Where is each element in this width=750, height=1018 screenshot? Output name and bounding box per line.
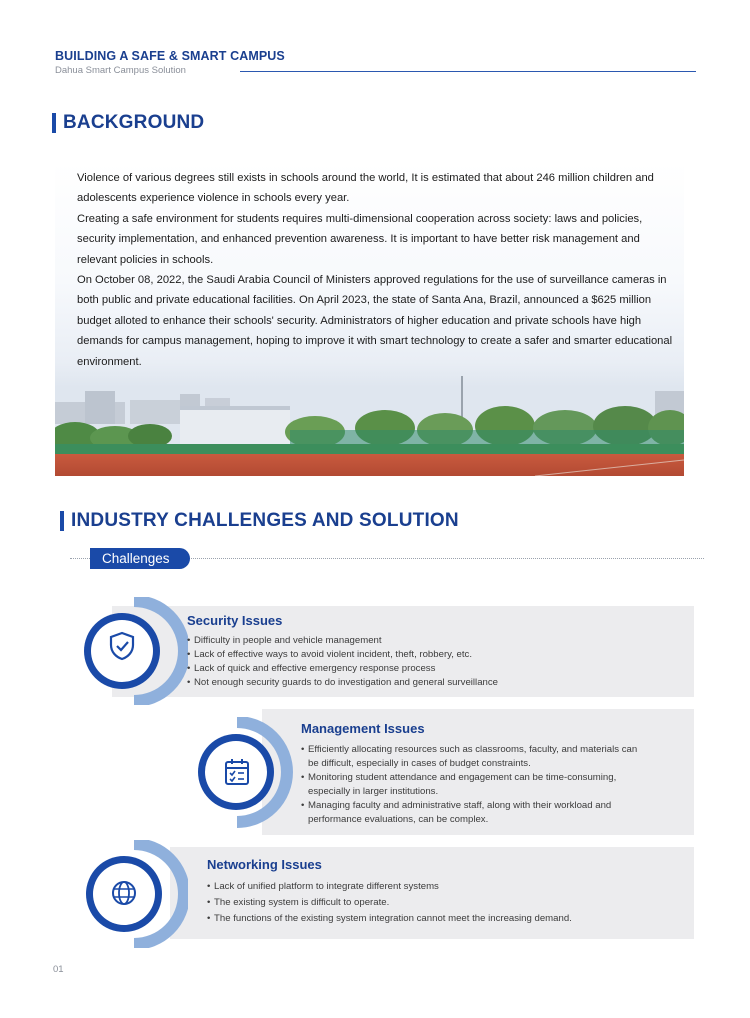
background-paragraph: Creating a safe environment for students requires multi-dimensional cooperation across society: laws and policies, security implementation, and enhanced prevention awareness. It is important to have better risk management and relevant policies in schools.: [77, 212, 643, 266]
list-item: • Managing faculty and administrative staff, along with their workload and performance evaluations, can be complex.: [301, 799, 641, 827]
list-item: • Lack of quick and effective emergency response process: [187, 662, 687, 676]
campus-sports-field-image: [55, 376, 684, 476]
background-paragraph: On October 08, 2022, the Saudi Arabia Council of Ministers approved regulations for the use of surveillance cameras in both public and private educational facilities. On April 2023, the state of Santa Ana, Brazil, announced a $625 million budget alloted to enhance their schools' security. Administrators of higher education and private schools have high demands for campus management, hoping to improve it with smart technology to create a safer and smarter educational environment.: [77, 274, 673, 368]
list-item: • Monitoring student attendance and engagement can be time-consuming, especially in larger institutions.: [301, 771, 641, 799]
calendar-check-icon: [223, 757, 251, 787]
challenges-heading: [60, 510, 459, 532]
list-item: • Lack of effective ways to avoid violent incident, theft, robbery, etc.: [187, 648, 687, 662]
networking-issues-list: [207, 879, 687, 927]
heading-accent-bar: [52, 113, 56, 133]
document-header-title: BUILDING A SAFE & SMART CAMPUS: [55, 49, 285, 63]
background-paragraph: Violence of various degrees still exists in schools around the world, It is estimated that about 246 million children and adolescents experience violence in schools every year.: [77, 172, 654, 205]
list-item: • Lack of unified platform to integrate different systems: [207, 879, 687, 895]
list-item: • Efficiently allocating resources such as classrooms, faculty, and materials can be difficult, especially in cases of budget constraints.: [301, 743, 641, 771]
management-issues-title: Management Issues: [301, 721, 425, 736]
security-issues-list: [187, 634, 687, 690]
list-item: • Not enough security guards to do investigation and general surveillance: [187, 676, 687, 690]
background-heading: [52, 112, 204, 134]
background-text: [77, 168, 677, 372]
security-issues-title: Security Issues: [187, 613, 283, 628]
header-divider: [240, 71, 696, 72]
challenges-tab: Challenges: [90, 548, 190, 569]
document-header-subtitle: Dahua Smart Campus Solution: [55, 65, 186, 76]
list-item: • The existing system is difficult to operate.: [207, 895, 687, 911]
management-issues-list: [301, 743, 641, 827]
background-heading-text: BACKGROUND: [63, 112, 205, 133]
background-panel: [55, 162, 684, 476]
globe-icon: [110, 879, 138, 907]
page-number: 01: [53, 964, 64, 975]
shield-check-icon: [108, 631, 136, 661]
list-item: • The functions of the existing system integration cannot meet the increasing demand.: [207, 911, 687, 927]
heading-accent-bar: [60, 511, 64, 531]
networking-issues-title: Networking Issues: [207, 857, 322, 872]
challenges-heading-text: INDUSTRY CHALLENGES AND SOLUTION: [71, 510, 459, 531]
list-item: • Difficulty in people and vehicle management: [187, 634, 687, 648]
